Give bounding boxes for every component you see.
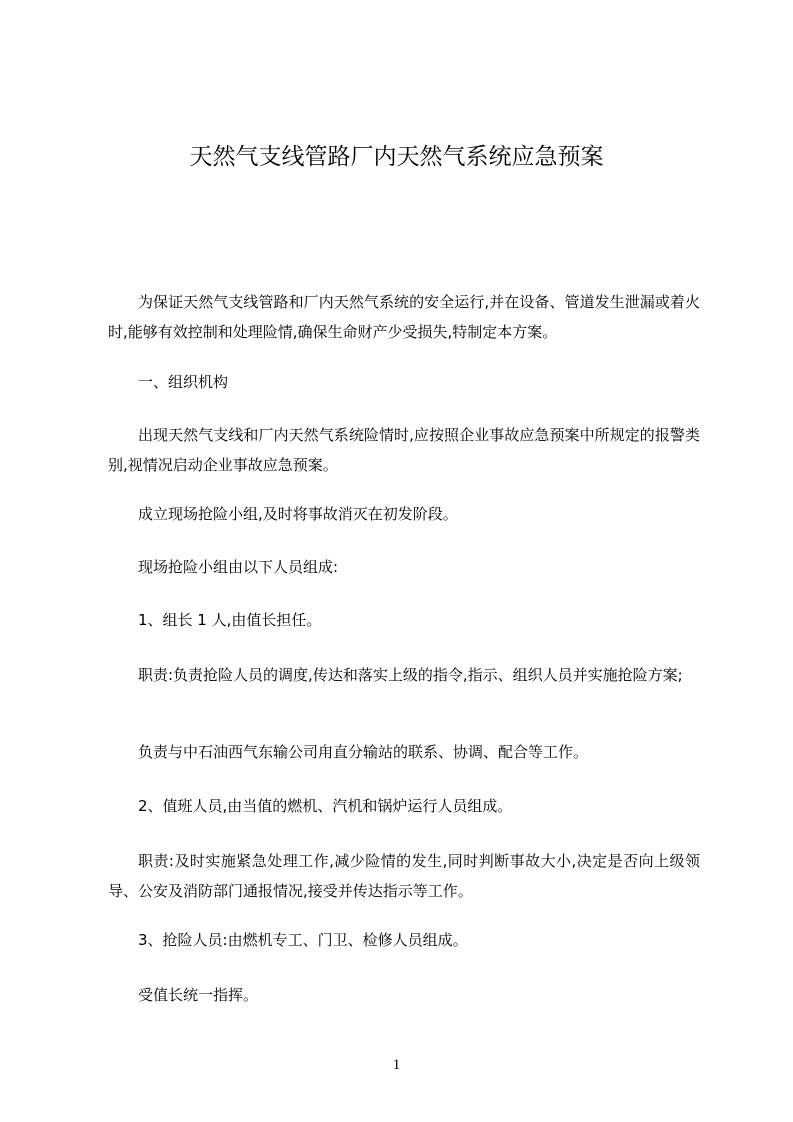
paragraph-purpose: 为保证天然气支线管路和厂内天然气系统的安全运行,并在设备、管道发生泄漏或着火时,能够有效控制和处理险情,确保生命财产少受损失,特制定本方案。 (108, 293, 700, 341)
paragraph-emergency-trigger: 出现天然气支线和厂内天然气系统险情时,应按照企业事故应急预案中所规定的报警类别,视情况启动企业事故应急预案。 (108, 426, 700, 474)
document-title: 天然气支线管路厂内天然气系统应急预案 (189, 144, 604, 170)
page-number: 1 (392, 1057, 401, 1073)
paragraph-unified-command: 受值长统一指挥。 (138, 986, 259, 1004)
list-item-team-leader: 1、组长 1 人,由值长担任。 (138, 611, 322, 629)
paragraph-team-composition: 现场抢险小组由以下人员组成: (138, 558, 339, 576)
paragraph-leader-duties: 职责:负责抢险人员的调度,传达和落实上级的指令,指示、组织人员并实施抢险方案; (138, 666, 683, 684)
paragraph-duty-staff-duties: 职责:及时实施紧急处理工作,减少险情的发生,同时判断事故大小,决定是否向上级领导、公安及消防部门通报情况,接受并传达指示等工作。 (108, 852, 700, 900)
list-item-rescue-staff: 3、抢险人员:由燃机专工、门卫、检修人员组成。 (138, 931, 468, 949)
paragraph-rescue-team: 成立现场抢险小组,及时将事故消灭在初发阶段。 (138, 505, 458, 523)
section-heading-organization: 一、组织机构 (138, 373, 229, 391)
paragraph-leader-coordination: 负责与中石油西气东输公司甪直分输站的联系、协调、配合等工作。 (138, 743, 589, 761)
list-item-duty-staff: 2、值班人员,由当值的燃机、汽机和锅炉运行人员组成。 (138, 797, 513, 815)
